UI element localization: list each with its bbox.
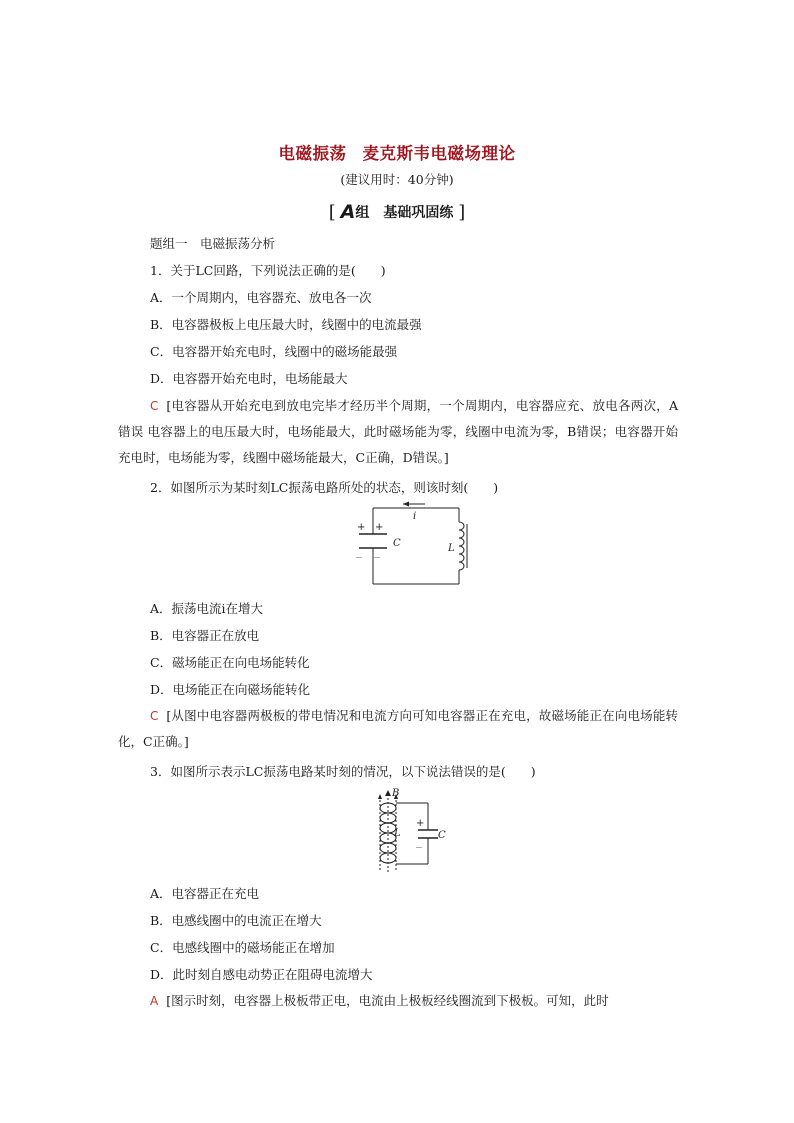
- q2-plus-right: +: [375, 522, 384, 533]
- q3-inductor-label: L: [394, 828, 401, 839]
- q1-option-c: C．电容器开始充电时，线圈中的磁场能最强: [150, 344, 398, 359]
- q3-option-d: D．此时刻自感电动势正在阻碍电流增大: [150, 967, 373, 982]
- q3-answer: A: [150, 994, 159, 1008]
- group-letter: A: [340, 201, 356, 223]
- q3-field-arrowhead: [385, 790, 391, 796]
- q2-minus-right: －: [373, 553, 381, 562]
- q2-answer: C: [150, 709, 159, 723]
- q1-explanation: [118, 393, 678, 471]
- q2-circuit-figure: [345, 500, 475, 592]
- suggested-time: (建议用时：40分钟): [340, 172, 454, 187]
- q3-explanation-text: [图示时刻，电容器上极板带正电，电流由上极板经线圈流到下极板。可知，此时: [166, 993, 609, 1008]
- q3-option-b: B．电感线圈中的电流正在增大: [150, 913, 322, 928]
- q2-plus-left: +: [357, 522, 366, 533]
- page-title: [0, 140, 794, 164]
- title-left: 电磁振荡: [278, 144, 347, 163]
- q1-explanation-text: [电容器从开始充电到放电完毕才经历半个周期，一个周期内，电容器应充、放电各两次，A错误 电容器上的电压最大时，电场能最大，此时磁场能为零，线圈中电流为零，B错误；电容器开始充电时，电场能为零，线圈中磁场能最大，C正确，D错误。]: [118, 398, 678, 465]
- q3-explanation: [118, 988, 678, 1014]
- q3-capacitor-label: C: [438, 830, 446, 841]
- q2-explanation-text: [从图中电容器两极板的带电情况和电流方向可知电容器正在充电，故磁场能正在向电场能转化，C正确。]: [118, 708, 678, 749]
- q2-explanation: [118, 703, 678, 755]
- group-heading: [0, 201, 794, 223]
- q2-option-b: B．电容器正在放电: [150, 628, 260, 643]
- q2-current-arrowhead: [403, 502, 409, 507]
- q3-field-arrowhead-left: [378, 794, 382, 799]
- q1-option-a: A．一个周期内，电容器充、放电各一次: [150, 290, 372, 305]
- q3-option-a: A．电容器正在充电: [150, 886, 260, 901]
- group-open-bracket: [: [328, 202, 336, 223]
- q1-option-b: B．电容器极板上电压最大时，线圈中的电流最强: [150, 317, 422, 332]
- q3-circuit-figure: [370, 786, 450, 878]
- q1-answer: C: [150, 399, 159, 413]
- q1-stem: 1．关于LC回路，下列说法正确的是( ): [150, 263, 386, 278]
- q3-field-label: B: [392, 788, 400, 799]
- q2-inductor-coil: [459, 522, 464, 570]
- title-right: 麦克斯韦电磁场理论: [362, 144, 516, 163]
- group-label: 组 基础巩固练: [355, 205, 454, 221]
- q2-option-c: C．磁场能正在向电场能转化: [150, 655, 310, 670]
- q3-plus: +: [416, 818, 425, 829]
- q2-capacitor-label: C: [393, 538, 401, 549]
- section-label: 题组一 电磁振荡分析: [150, 236, 276, 251]
- q2-option-a: A．振荡电流i在增大: [150, 601, 264, 616]
- q2-inductor-label: L: [448, 543, 455, 554]
- q1-option-d: D．电容器开始充电时，电场能最大: [150, 371, 348, 386]
- q3-minus: －: [415, 843, 423, 852]
- q2-stem: 2．如图所示为某时刻LC振荡电路所处的状态，则该时刻( ): [150, 480, 499, 495]
- q2-option-d: D．电场能正在向磁场能转化: [150, 682, 311, 697]
- q3-stem: 3．如图所示表示LC振荡电路某时刻的情况，以下说法错误的是( ): [150, 764, 536, 779]
- q2-current-label: i: [413, 511, 417, 522]
- q3-option-c: C．电感线圈中的磁场能正在增加: [150, 940, 335, 955]
- group-close-bracket: ]: [458, 202, 466, 223]
- q2-minus-left: －: [355, 553, 363, 562]
